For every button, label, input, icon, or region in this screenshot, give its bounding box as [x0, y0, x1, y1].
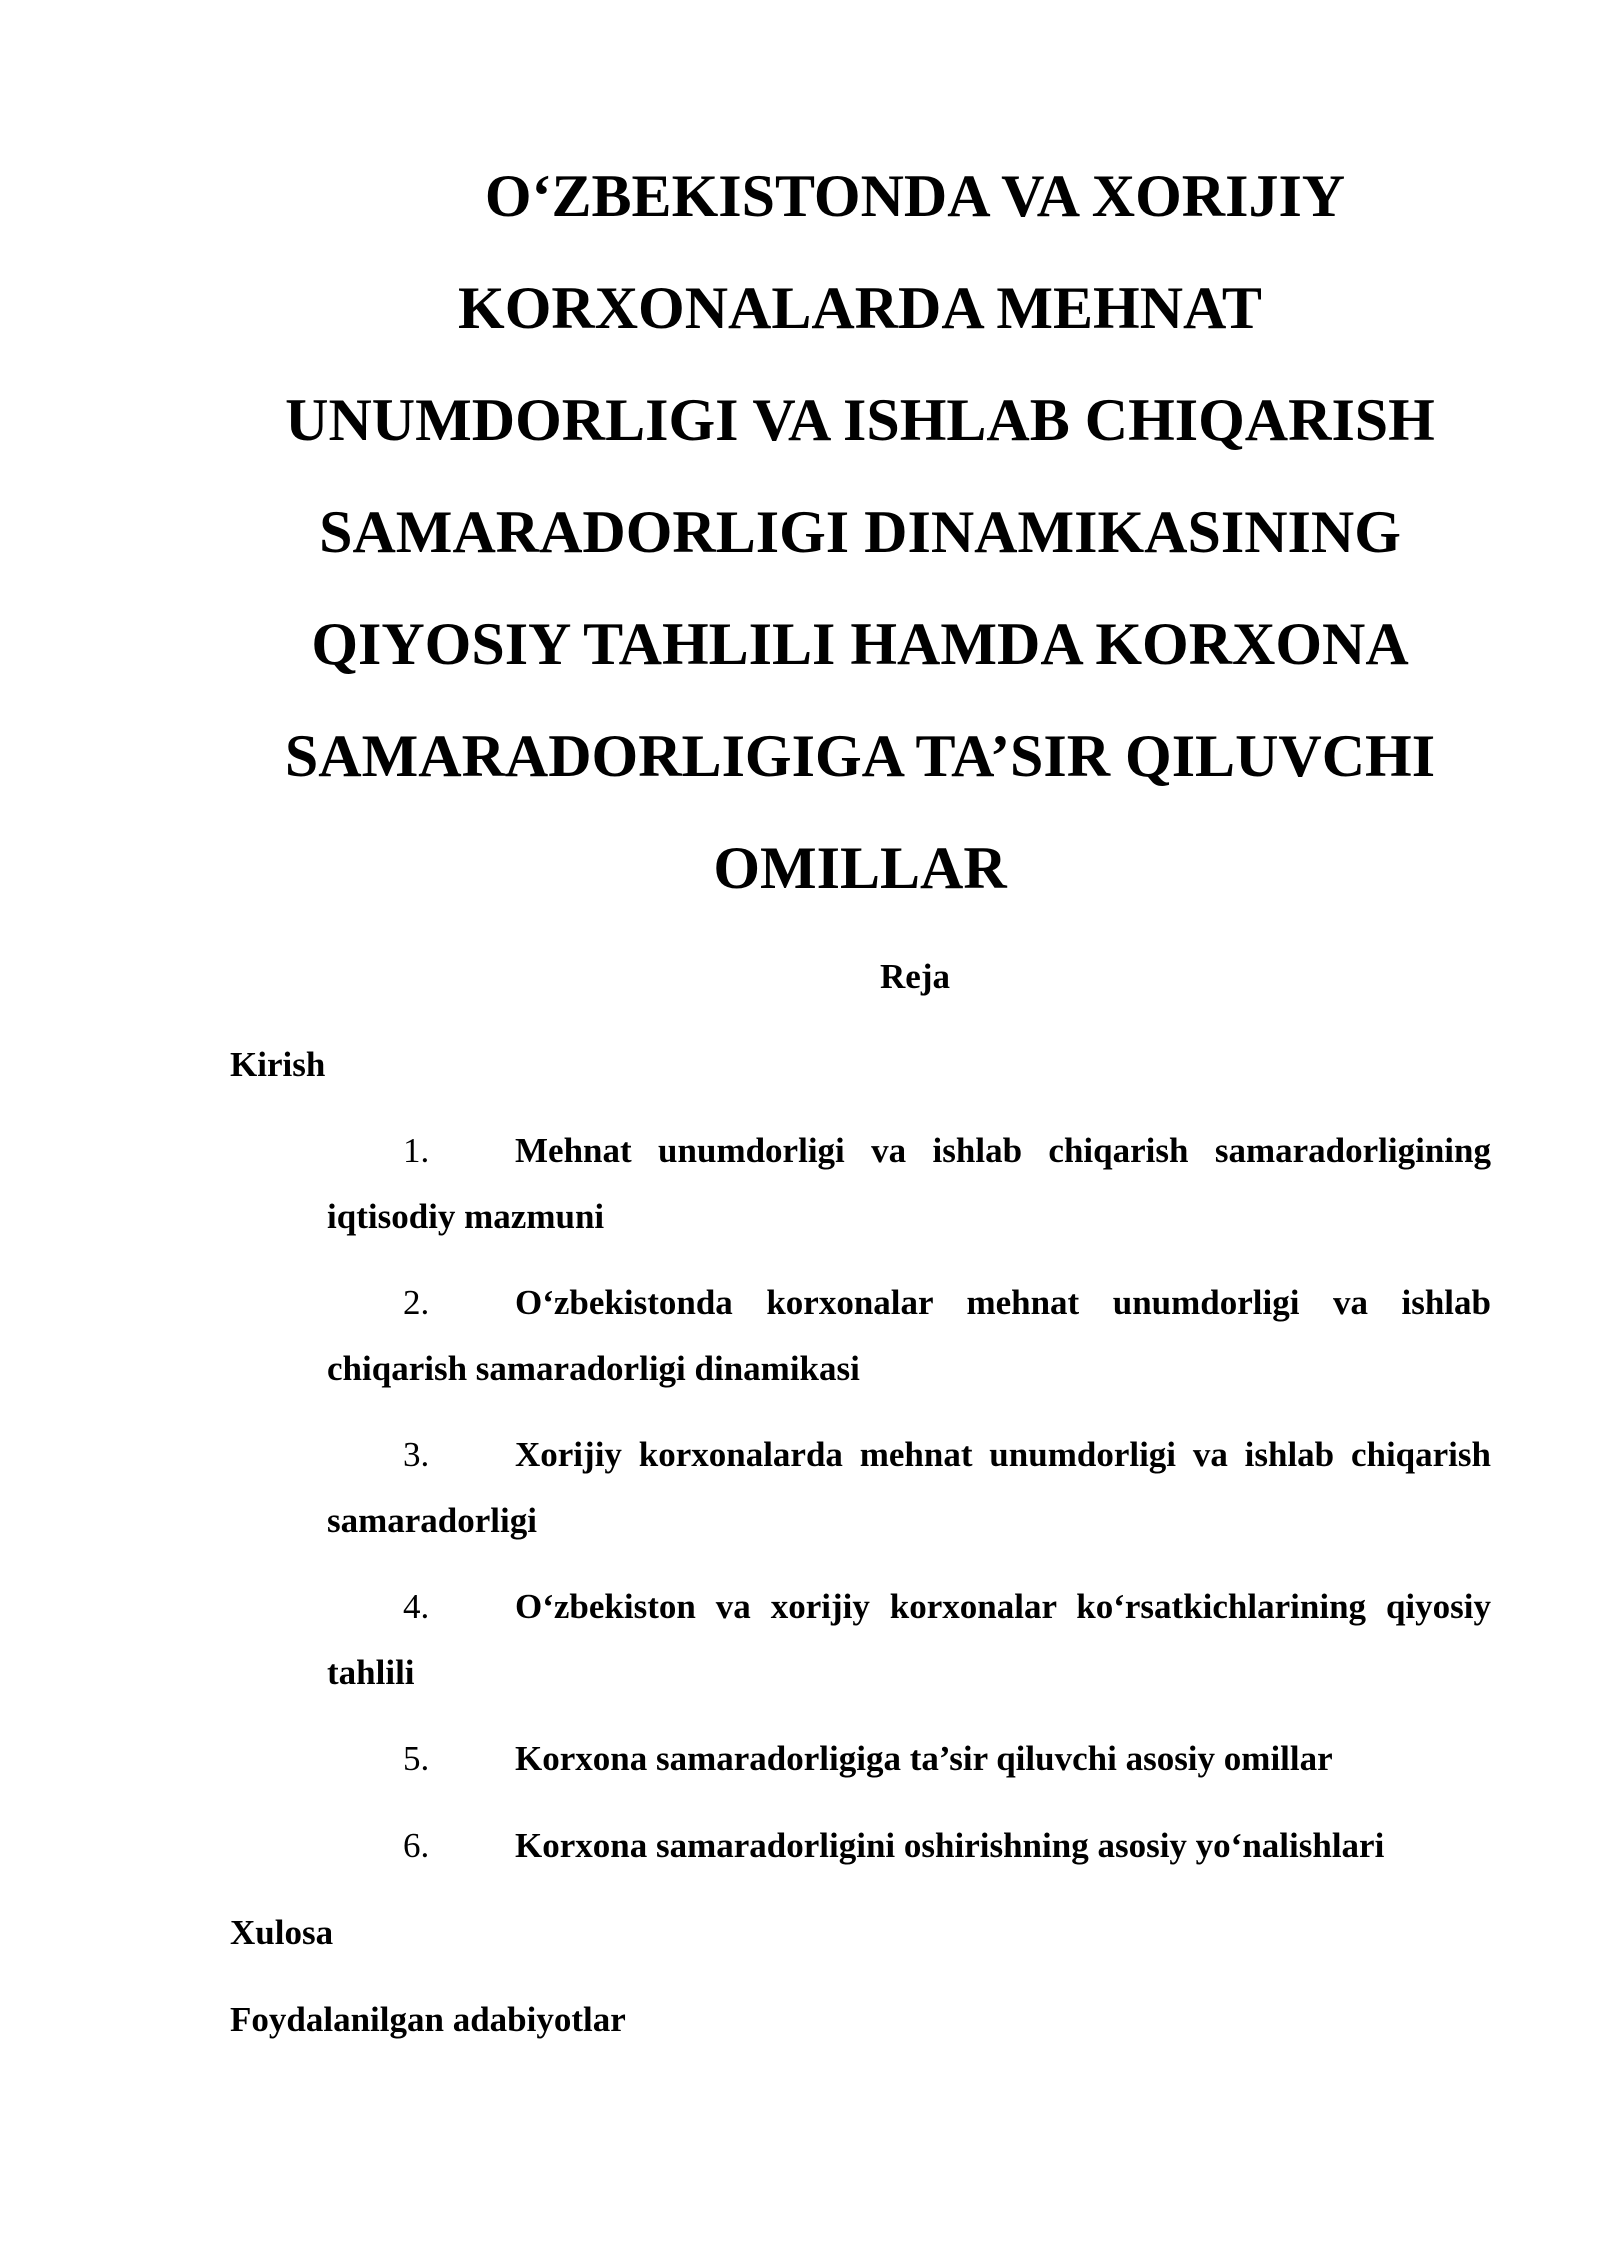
- plan-item-6: [327, 1813, 1491, 1879]
- plan-item-number: 6.: [403, 1826, 430, 1865]
- plan-item-text: Mehnat unumdorligi va ishlab chiqarish samaradorligining iqtisodiy mazmuni: [327, 1131, 1491, 1236]
- document-title: O‘ZBEKISTONDA VA XORIJIY KORXONALARDA MEHNAT UNUMDORLIGI VA ISHLAB CHIQARISH SAMARADORLIGI DINAMIKASINING QIYOSIY TAHLILI HAMDA KORXONA SAMARADORLIGIGA TA’SIR QILUVCHI OMILLAR: [284, 163, 1436, 901]
- plan-item-text: Korxona samaradorligiga ta’sir qiluvchi asosiy omillar: [515, 1739, 1333, 1778]
- plan-item-number: 5.: [403, 1739, 430, 1778]
- plan-item-text: O‘zbekiston va xorijiy korxonalar ko‘rsatkichlarining qiyosiy tahlili: [327, 1587, 1491, 1692]
- plan-item-number: 3.: [403, 1435, 430, 1474]
- plan-item-number: 2.: [403, 1283, 430, 1322]
- intro-heading: Kirish: [230, 1045, 326, 1084]
- plan-item-text: Xorijiy korxonalarda mehnat unumdorligi va ishlab chiqarish samaradorligi: [327, 1435, 1491, 1540]
- plan-item-text: Korxona samaradorligini oshirishning asosiy yo‘nalishlari: [515, 1826, 1385, 1865]
- references-heading: Foydalanilgan adabiyotlar: [230, 2000, 626, 2039]
- plan-item-4: [327, 1574, 1491, 1706]
- conclusion-heading: Xulosa: [230, 1913, 334, 1952]
- plan-item-5: [327, 1726, 1491, 1792]
- plan-item-1: [327, 1118, 1491, 1250]
- plan-heading: Reja: [880, 957, 950, 996]
- plan-item-text: O‘zbekistonda korxonalar mehnat unumdorligi va ishlab chiqarish samaradorligi dinamikasi: [327, 1283, 1491, 1388]
- plan-item-2: [327, 1270, 1491, 1402]
- plan-item-number: 4.: [403, 1587, 430, 1626]
- plan-item-number: 1.: [403, 1131, 430, 1170]
- plan-item-3: [327, 1422, 1491, 1554]
